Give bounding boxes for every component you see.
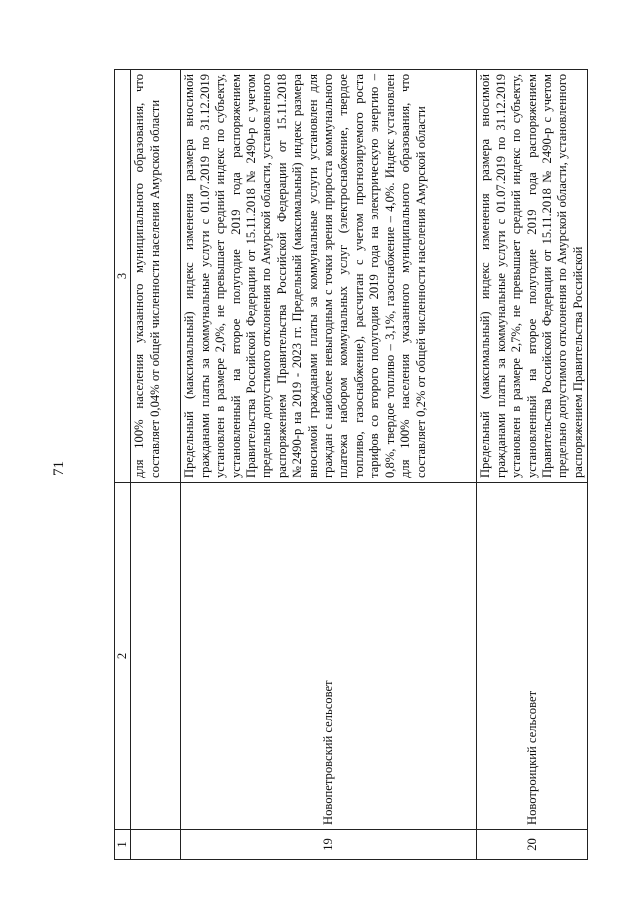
header-col-2: 2 <box>115 483 131 830</box>
municipality-name: Новопетровский сельсовет <box>181 483 477 830</box>
row-number <box>131 830 181 860</box>
page-number: 71 <box>51 461 67 476</box>
header-col-1: 1 <box>115 830 131 860</box>
table-row <box>131 70 181 860</box>
rotated-table-container <box>114 70 586 860</box>
table-header-row <box>115 70 131 860</box>
municipality-name <box>131 483 181 830</box>
index-table <box>114 69 588 860</box>
municipality-name: Новотроицкий сельсовет <box>477 483 588 830</box>
row-number: 20 <box>477 830 588 860</box>
row-text: для 100% населения указанного муниципального образования, что составляет 0,04% от общей численности населения Амурской области <box>131 70 181 483</box>
row-text: Предельный (максимальный) индекс изменения размера вносимой гражданами платы за коммунальные услуги с 01.07.2019 по 31.12.2019 установлен в размере 2,7%, не превышает средний индекс по субъекту, установленный на второе полугодие 2019 года распоряжением Правительства Российской Федерации от 15.11.2018 № 2490-р с учетом предельно допустимого отклонения по Амурской области, установленного распоряжением Правительства Российской <box>477 70 588 483</box>
table-row <box>181 70 477 860</box>
row-number: 19 <box>181 830 477 860</box>
header-col-3: 3 <box>115 70 131 483</box>
table-row <box>477 70 588 860</box>
row-text: Предельный (максимальный) индекс изменения размера вносимой гражданами платы за коммунальные услуги с 01.07.2019 по 31.12.2019 установлен в размере 2,0%, не превышает средний индекс по субъекту, установленный на второе полугодие 2019 года распоряжением Правительства Российской Федерации от 15.11.2018 № 2490-р с учетом предельно допустимого отклонения по Амурской области, установленного распоряжением Правительства Российской Федерации от 15.11.2018 №2490-р на 2019 - 2023 гг. Предельный (максимальный) индекс размера вносимой гражданами платы за коммунальные услуги установлен для граждан с наиболее невыгодным с точки зрения прироста коммунального платежа набором коммунальных услуг (электроснабжение, твердое топливо, газоснабжение), рассчитан с учетом прогнозируемого роста тарифов со второго полугодия 2019 года на электрическую энергию – 0,8%, твердое топливо – 3,1%, газоснабжение – 4,0%. Индекс установлен для 100% населения указанного муниципального образования, что составляет 0,2% от общей численности населения Амурской области <box>181 70 477 483</box>
